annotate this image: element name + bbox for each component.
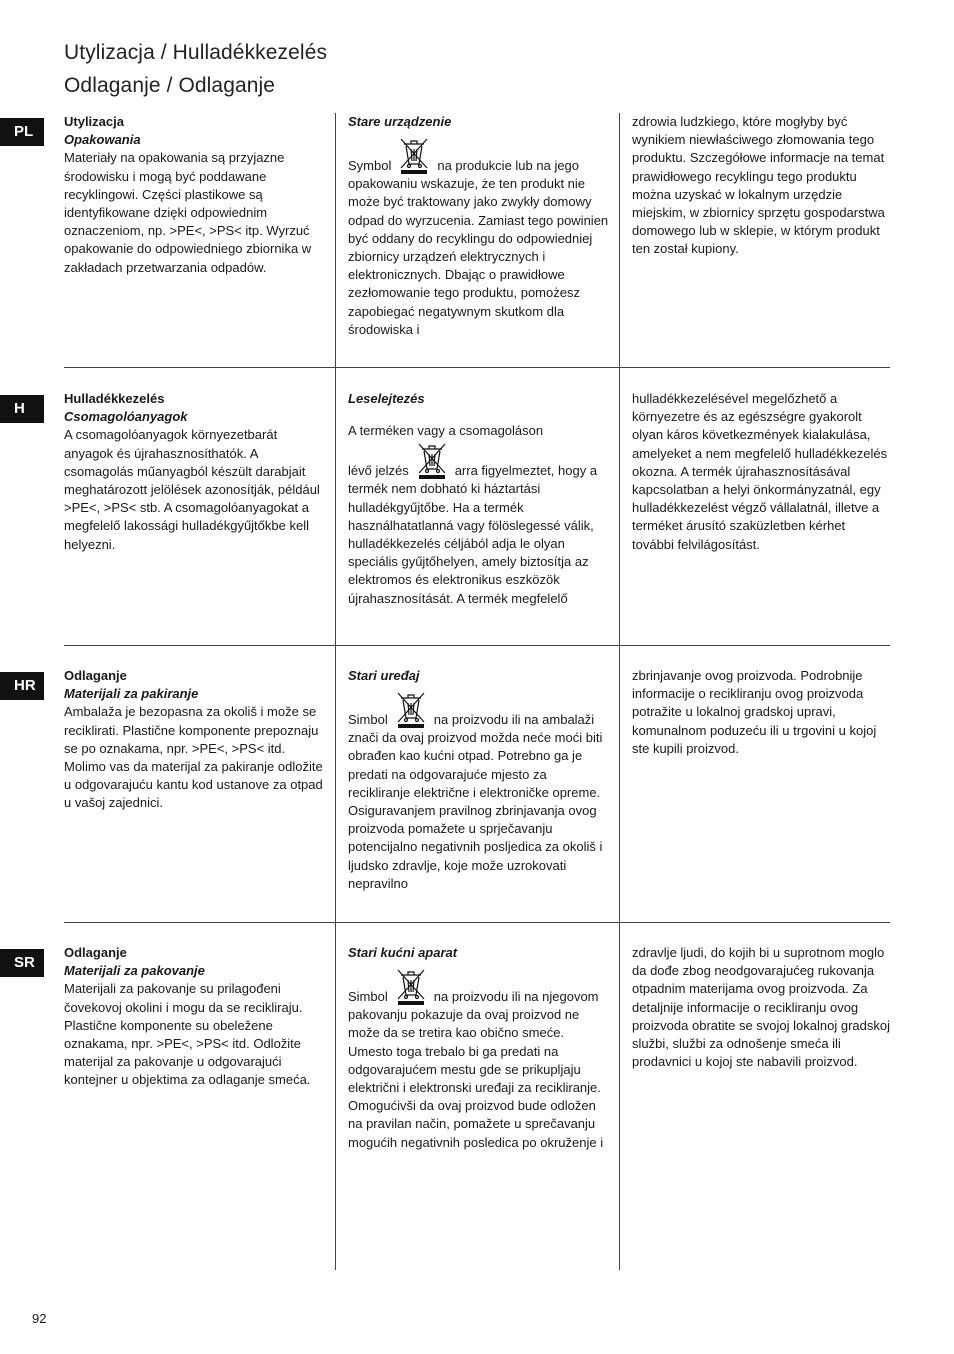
section-body: Materiały na opakowania są przyjazne środowisku i mogą być poddawane recyklingowi. Części plastikowe są identyfikowane dzięki odpowiednim oznaczeniom, np. >PE<, >PS< itp. Wyrzuć opakowanie do odpowiedniego zbiornika w zakładach przetwarzania odpadów. bbox=[64, 150, 312, 275]
continuation-text: zbrinjavanje ovog proizvoda. Podrobnije informacije o recikliranju ovog proizvoda potražite u lokalnoj gradskoj upravi, komunalnom poduzeću ili u trgovini u kojoj ste kupili proizvod. bbox=[632, 668, 877, 756]
old-appliance-column bbox=[348, 944, 610, 1152]
page-number: 92 bbox=[32, 1311, 47, 1326]
continuation-column bbox=[632, 944, 890, 1071]
old-appliance-heading: Stari kućni aparat bbox=[348, 945, 458, 960]
language-tab: H bbox=[0, 395, 44, 423]
continuation-text: zdrowia ludzkiego, które mogłyby być wynikiem niewłaściwego złomowania tego produktu. Szczegółowe informacje na temat prawidłowego recyklingu tego produktu można uzyskać w lokalnym urzędzie miejskim, w zbiornicy sprzętu gospodarstwa domowego lub w sklepie, w którym produkt ten został kupiony. bbox=[632, 114, 885, 257]
old-appliance-text: arra figyelmeztet, hogy a termék nem dobható ki háztartási hulladékgyűjtőbe. Ha a termék használhatatlanná vagy fölöslegessé válik, hulladékkezelés céljából adja le olyan speciális gyűjtőhelyen, amely biztosítja az elektromos és elektronikus eszközök újrahasznosítását. A termék megfelelő bbox=[348, 463, 598, 606]
section-divider bbox=[64, 922, 890, 923]
symbol-label: Symbol bbox=[348, 158, 392, 173]
section-subheading: Csomagolóanyagok bbox=[64, 409, 188, 425]
continuation-column bbox=[632, 667, 890, 758]
continuation-column bbox=[632, 113, 890, 259]
symbol-label: Simbol bbox=[348, 712, 388, 727]
page-title-line-1: Utylizacja / Hulladékkezelés bbox=[64, 41, 328, 64]
old-appliance-heading: Stare urządzenie bbox=[348, 114, 452, 129]
page-title-line-2: Odlaganje / Odlaganje bbox=[64, 74, 276, 97]
old-appliance-column bbox=[348, 113, 610, 339]
continuation-text: hulladékkezelésével megelőzhető a környezetre és az egészségre gyakorolt olyan káros következmények kialakulása, amelyeket a nem megfelelő hulladékkezelés okozna. A termék újrahasznosításával kapcsolatban a helyi önkormányzatnál, egy hulladékkezelést végző vállalatnál, illetve a terméket árusító szaküzletben kérhet további felvilágosítást. bbox=[632, 391, 888, 552]
old-appliance-body bbox=[348, 966, 610, 1152]
packaging-column bbox=[64, 390, 326, 554]
symbol-label: lévő jelzés bbox=[348, 463, 409, 479]
packaging-column bbox=[64, 667, 326, 813]
old-appliance-column bbox=[348, 667, 610, 893]
section-heading: Utylizacja bbox=[64, 114, 124, 129]
old-appliance-body bbox=[348, 440, 610, 607]
language-tab: PL bbox=[0, 118, 44, 146]
section-subheading: Materijali za pakiranje bbox=[64, 686, 199, 702]
column-divider bbox=[619, 113, 620, 1270]
old-appliance-text: na proizvodu ili na njegovom pakovanju pokazuje da ovaj proizvod ne može da se tretira kao obično smeće. Umesto toga trebalo bi ga predati na odgovarajućem mestu gde se prikupljaju električni i elektronski uređaji za recikliranje. Omogućivši da ovaj proizvod bude odložen na pravilan način, pomažete u sprečavanju mogućih negativnih posledica po okruženje i bbox=[348, 989, 604, 1150]
packaging-column bbox=[64, 113, 326, 277]
section-body: Materijali za pakovanje su prilagođeni čovekovoj okolini i mogu da se recikliraju. Plastične komponente su obeležene oznakama, npr. >PE<, >PS< itd. Odložite materijal za pakovanje u odgovarajući kontejner u objektima za odlaganje smeća. bbox=[64, 981, 311, 1088]
old-appliance-body bbox=[348, 689, 610, 893]
section-subheading: Opakowania bbox=[64, 132, 141, 148]
section-heading: Odlaganje bbox=[64, 668, 127, 683]
crossed-bin-icon bbox=[392, 689, 430, 729]
packaging-column bbox=[64, 944, 326, 1090]
crossed-bin-icon bbox=[392, 966, 430, 1006]
old-appliance-body bbox=[348, 135, 610, 339]
continuation-text: zdravlje ljudi, do kojih bi u suprotnom moglo da dođe zbog neodgovarajućeg rukovanja otpadnim materijama ovog proizvoda. Za detaljnije informacije o recikliranju ovog proizvoda obratite se svojoj lokalnoj gradskoj službi, službi za odnošenje smeća ili prodavnici u kojoj ste nabavili proizvod. bbox=[632, 945, 890, 1070]
section-heading: Hulladékkezelés bbox=[64, 391, 165, 406]
old-appliance-heading: Stari uređaj bbox=[348, 668, 420, 683]
column-divider bbox=[335, 113, 336, 1270]
old-appliance-text: na produkcie lub na jego opakowaniu wskazuje, że ten produkt nie może być traktowany jako zwykły domowy odpad do wyrzucenia. Zamiast tego powinien być oddany do recyklingu do odpowiedniej zbiornicy urządzeń elektrycznych i elektronicznych. Dbając o prawidłowe zezłomowanie tego produktu, pomożesz zapobiegać negatywnym skutkom dla środowiska i bbox=[348, 158, 609, 337]
section-heading: Odlaganje bbox=[64, 945, 127, 960]
section-divider bbox=[64, 645, 890, 646]
section-subheading: Materijali za pakovanje bbox=[64, 963, 205, 979]
language-tab: HR bbox=[0, 672, 44, 700]
section-body: A csomagolóanyagok környezetbarát anyagok és újrahasznosíthatók. A csomagolás műanyagból készült darabjait meghatározott jelölések azonosítják, például >PE<, >PS< stb. A csomagolóanyagokat a megfelelő lakossági hulladékgyűjtőkbe kell helyezni. bbox=[64, 427, 320, 552]
section-divider bbox=[64, 367, 890, 368]
old-appliance-heading: Leselejtezés bbox=[348, 391, 425, 406]
old-appliance-text: na proizvodu ili na ambalaži znači da ovaj proizvod možda neće moći biti obrađen kao kućni otpad. Potrebno ga je predati na odgovarajuće mjesto za recikliranje električne i elektroničke opreme. Osiguravanjem pravilnog zbrinjavanja ovog proizvoda pomažete u sprječavanju potencijalno negativnih posljedica za okoliš i ljudsko zdravlje, koje može uzrokovati nepravilno bbox=[348, 712, 603, 891]
old-appliance-intro: A terméken vagy a csomagoláson bbox=[348, 423, 544, 439]
crossed-bin-icon bbox=[395, 135, 433, 175]
section-body: Ambalaža je bezopasna za okoliš i može se reciklirati. Plastične komponente prepoznaju se po oznakama, npr. >PE<, >PS< itd. Molimo vas da materijal za pakiranje odložite u odgovarajuću kantu kod ustanove za otpad u vašoj zajednici. bbox=[64, 704, 323, 811]
symbol-label: Simbol bbox=[348, 989, 388, 1004]
old-appliance-column bbox=[348, 390, 610, 608]
continuation-column bbox=[632, 390, 890, 554]
crossed-bin-icon bbox=[413, 440, 451, 480]
language-tab: SR bbox=[0, 949, 44, 977]
